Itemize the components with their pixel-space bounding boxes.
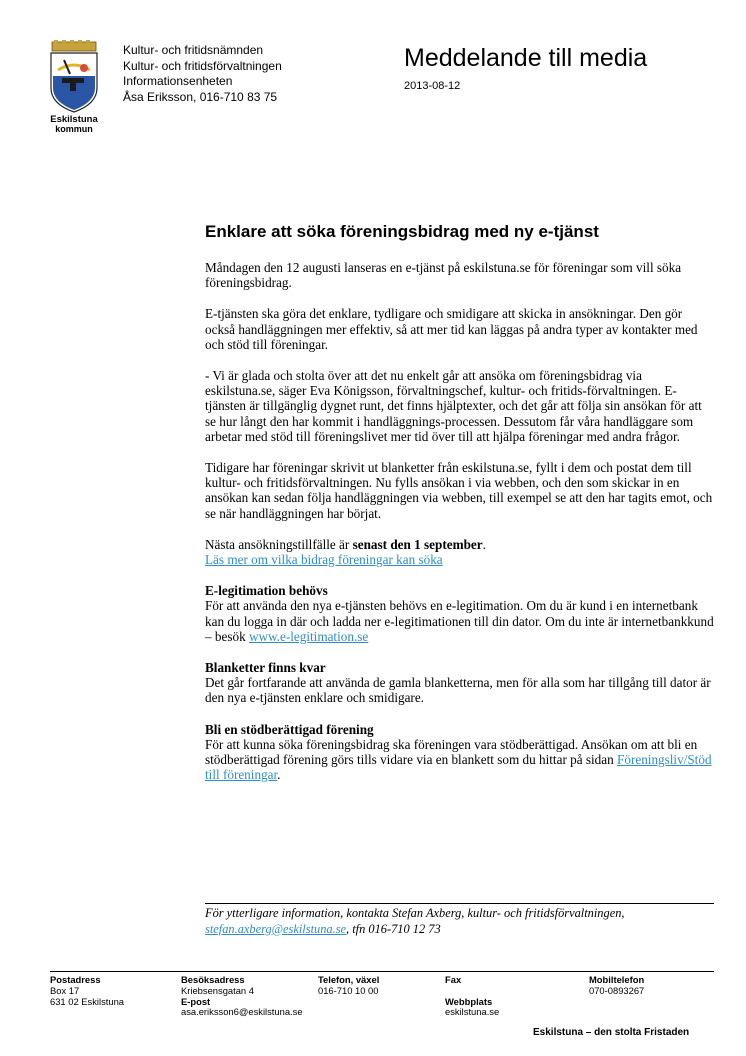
footer-postadress-1: Box 17 (50, 984, 80, 996)
footer-webb-label: Webbplats (445, 995, 493, 1007)
sender-line-4: Åsa Eriksson, 016-710 83 75 (123, 89, 278, 104)
footer-fax-label: Fax (445, 974, 462, 985)
footer-besok-1: Kriebsensgatan 4 (181, 984, 254, 996)
section-stodberattigad-text: För att kunna söka föreningsbidrag ska föreningen vara stödberättigad. Ansökan om att bli en stödberättigad förening görs tills vidare via en blankett som du hittar på sidan (205, 736, 698, 768)
footer-postadress (50, 975, 124, 1007)
foreningsliv-link[interactable]: Föreningsliv/Stöd till föreningar (205, 752, 712, 783)
section-e-legitimation (205, 583, 715, 644)
footer-epost: asa.eriksson6@eskilstuna.se (181, 1006, 303, 1018)
contact-text: För ytterligare information, kontakta Stefan Axberg, kultur- och fritidsförvaltningen, (205, 906, 625, 920)
document-date: 2013-08-12 (404, 80, 461, 92)
section-e-legitimation-title: E-legitimation behövs (205, 583, 328, 599)
footer-fax-webb (445, 975, 499, 1018)
eskilstuna-logo (44, 40, 104, 136)
paragraph-2: E-tjänsten ska göra det enklare, tydligare och smidigare att skicka in ansökningar. Den gör också handläggningen mer effektiv, så att mer tid kan läggas på andra typer av kontakter med och stöd till föreningar. (205, 306, 698, 352)
paragraph-3: - Vi är glada och stolta över att det nu enkelt går att ansöka om föreningsbidrag via eskilstuna.se, säger Eva Königsson, förvaltningschef, kultur- och fritids-förvaltningen. E-tjänsten är tillgänglig dygnet runt, det finns hjälptexter, och det går att följa sin ansökan för att se hur långt den har kommit i handläggnings-processen. Dessutom får våra handläggare som arbetar med stöd till föreningslivet mer tid över till att hjälpa föreningar med andra frågor. (205, 368, 702, 444)
contact-divider (205, 903, 714, 904)
section-blanketter-title: Blanketter finns kvar (205, 660, 326, 676)
footer-slogan: Eskilstuna – den stolta Fristaden (533, 1027, 690, 1038)
footer-mobil-label: Mobiltelefon (589, 974, 645, 985)
paragraph-1: Måndagen den 12 augusti lanseras en e-tjänst på eskilstuna.se för föreningar som vill söka föreningsbidrag. (205, 260, 682, 291)
footer-epost-label: E-post (181, 995, 211, 1007)
footer-telefon-label: Telefon, växel (318, 974, 380, 985)
footer-besok-label: Besöksadress (181, 974, 245, 985)
article-body (205, 222, 715, 798)
footer-postadress-label: Postadress (50, 974, 101, 985)
footer-telefon-value: 016-710 10 00 (318, 984, 379, 996)
contact-phone: , tfn 016-710 12 73 (346, 921, 441, 936)
logo-text-line1: Eskilstuna (50, 114, 98, 125)
section-stodberattigad-title: Bli en stödberättigad förening (205, 721, 374, 737)
sender-block (123, 43, 282, 105)
paragraph-4: Tidigare har föreningar skrivit ut blanketter från eskilstuna.se, fyllt i dem och postat dem till kultur- och fritidsförvaltningen. Nu fylls ansökan i via webben, och den som skickar in en ansökan kan sedan följa handläggningen via webben, till exempel se att den har tagits emot, och se när handläggningen har börjat. (205, 460, 713, 521)
e-legitimation-link[interactable]: www.e-legitimation.se (248, 628, 369, 644)
deadline-date: senast den 1 september (352, 536, 483, 552)
section-stodberattigad-end: . (277, 767, 281, 783)
paragraph-5 (205, 537, 715, 567)
footer-telefon (318, 975, 379, 997)
section-blanketter-text: Det går fortfarande att använda de gamla blanketterna, men för alla som har tillgång till dator är den nya e-tjänsten enklare och smidigare. (205, 675, 711, 706)
section-stodberattigad (205, 722, 715, 783)
read-more-link[interactable]: Läs mer om vilka bidrag föreningar kan söka (205, 552, 443, 568)
deadline-prefix: Nästa ansökningstillfälle är (205, 536, 353, 552)
footer-divider (50, 971, 714, 972)
article-headline: Enklare att söka föreningsbidrag med ny e-tjänst (205, 222, 599, 241)
deadline-suffix: . (482, 536, 486, 552)
sender-line-2: Kultur- och fritidsförvaltningen (123, 58, 282, 73)
logo-text-line2: kommun (55, 124, 93, 134)
footer-besoksadress (181, 975, 303, 1018)
footer-mobil-value: 070-0893267 (589, 984, 645, 996)
document-type-title: Meddelande till media (404, 44, 648, 72)
footer-webb-value: eskilstuna.se (445, 1006, 500, 1018)
contact-email-link[interactable]: stefan.axberg@eskilstuna.se (205, 921, 347, 936)
coat-of-arms-icon (44, 40, 104, 136)
section-blanketter (205, 660, 715, 706)
section-e-legitimation-text: För att använda den nya e-tjänsten behövs en e-legitimation. Om du är kund i en internetbank kan du logga in där och ladda ner e-legitimationen till din dator. Om du inte är internetbankkund – besök (205, 598, 714, 644)
footer-mobil (589, 975, 644, 997)
sender-line-3: Informationsenheten (123, 74, 233, 88)
contact-info (205, 906, 625, 937)
footer-postadress-2: 631 02 Eskilstuna (50, 995, 125, 1007)
sender-line-1: Kultur- och fritidsnämnden (123, 43, 264, 57)
